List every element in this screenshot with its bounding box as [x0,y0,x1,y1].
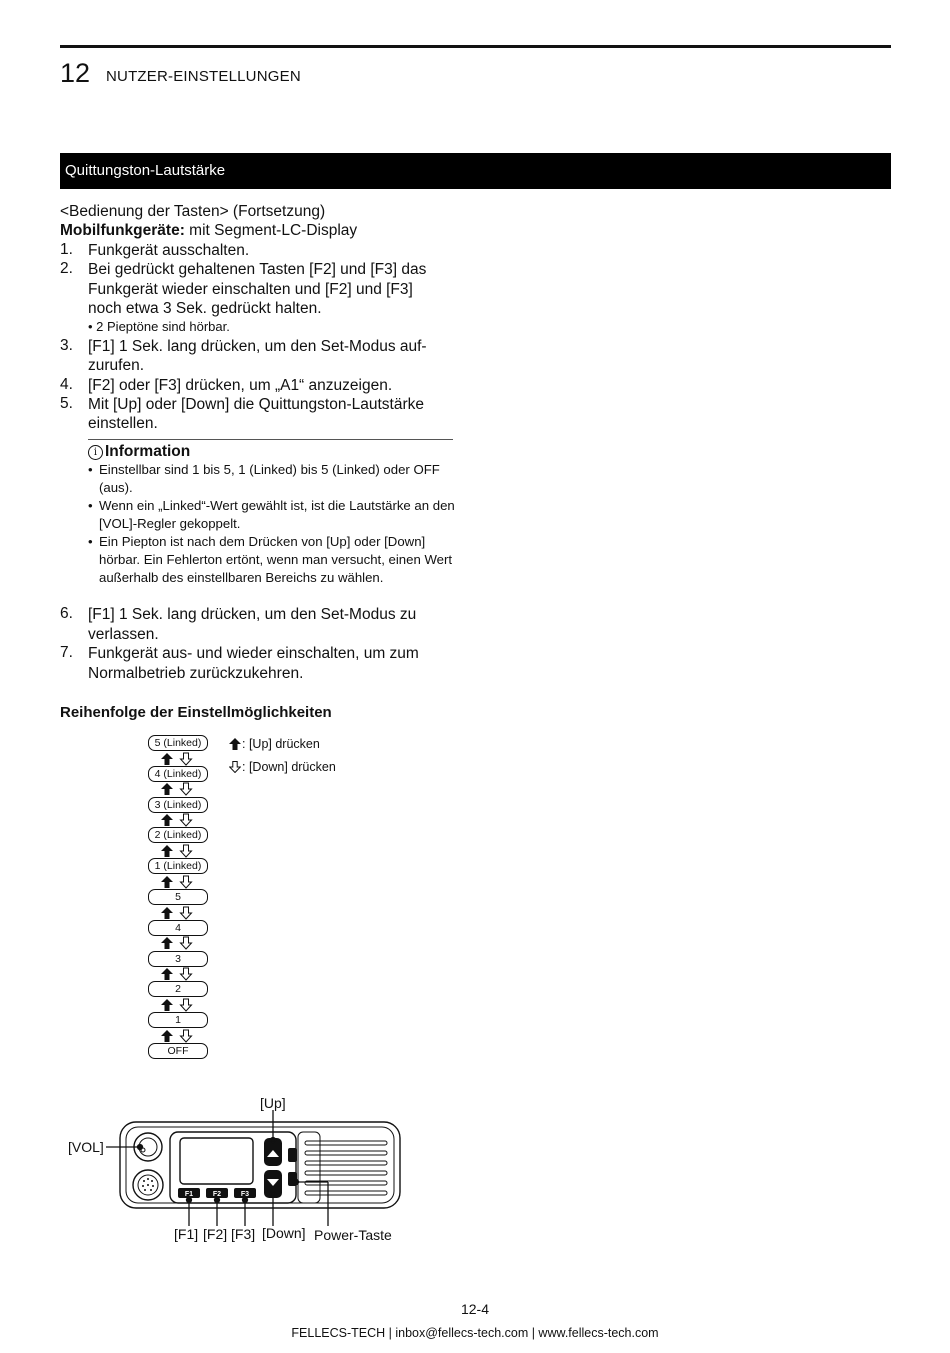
up-arrow-icon [161,814,173,826]
down-arrow-icon [181,1030,192,1042]
step-text: Bei gedrückt gehaltenen Tasten [F2] und [F3] das [88,261,427,278]
sequence-value: 5 (Linked) [148,735,208,751]
sequence-arrows [161,782,195,798]
section-title: Quittungston-Lautstärke [60,153,891,189]
step-number: 4. [60,376,73,393]
step-text: einstellen. [88,415,158,432]
label-f2: [F2] [203,1226,228,1242]
label-down: [Down] [262,1225,306,1241]
sequence-value: 1 [148,1012,208,1028]
step-number: 3. [60,337,73,354]
step-number: 1. [60,241,73,258]
step-text: [F1] 1 Sek. lang drücken, um den Set-Modus auf- [88,338,427,355]
down-arrow-icon [181,968,192,980]
label-f1: [F1] [174,1226,199,1242]
down-arrow-icon [181,937,192,949]
info-circle-icon: i [88,445,103,460]
sequence-value: 1 (Linked) [148,858,208,874]
key-f2: F2 [212,1191,222,1198]
step-text: [F1] 1 Sek. lang drücken, um den Set-Modus zu [88,606,417,623]
up-arrow-icon [161,783,173,795]
info-item: • Wenn ein „Linked“-Wert gewählt ist, ist die Lautstärke an den [VOL]-Regler gekoppelt. [88,498,455,531]
up-arrow-icon [161,1030,173,1042]
step-text: [F2] oder [F3] drücken, um „A1“ anzuzeigen. [88,377,393,394]
up-arrow-icon [161,845,173,857]
down-arrow-icon [181,845,192,857]
step-note: • 2 Pieptöne sind hörbar. [88,319,230,334]
key-f1: F1 [184,1191,194,1198]
chapter-title: NUTZER-EINSTELLUNGEN [106,68,301,85]
sequence-value: 2 (Linked) [148,827,208,843]
sequence-value: 3 (Linked) [148,797,208,813]
device-line [60,221,357,241]
step-text: verlassen. [88,626,159,643]
sequence-value: 4 (Linked) [148,766,208,782]
up-arrow-icon [161,907,173,919]
sequence-arrows [161,936,195,952]
down-arrow-icon [229,761,241,773]
chapter-number: 12 [60,58,91,88]
step-text: Funkgerät ausschalten. [88,242,250,259]
sequence-value: 4 [148,920,208,936]
footer-contact: FELLECS-TECH | inbox@fellecs-tech.com | www.fellecs-tech.com [291,1326,659,1340]
step-text: Normalbetrieb zurückzukehren. [88,665,304,682]
step-text: zurufen. [88,357,145,374]
up-arrow-icon [161,876,173,888]
step-number: 6. [60,605,73,622]
step-text: noch etwa 3 Sek. gedrückt halten. [88,300,322,317]
top-rule [60,45,891,48]
device-value: mit Segment-LC-Display [184,222,358,239]
up-arrow-icon [229,738,241,750]
down-arrow-icon [181,999,192,1011]
device-label: Mobilfunkgeräte: [60,222,185,239]
legend-up: : [Up] drücken [229,737,320,751]
up-arrow-icon [161,999,173,1011]
sequence-value: 3 [148,951,208,967]
step-number: 7. [60,644,73,661]
down-arrow-icon [181,783,192,795]
down-arrow-icon [181,753,192,765]
down-arrow-icon [181,876,192,888]
sequence-title: Reihenfolge der Einstellmöglichkeiten [60,704,332,721]
down-arrow-icon [181,907,192,919]
label-f3: [F3] [231,1226,256,1242]
up-arrow-icon [161,937,173,949]
key-f3: F3 [240,1191,250,1198]
down-arrow-icon [181,814,192,826]
up-arrow-icon [161,968,173,980]
intro-line: <Bedienung der Tasten> (Fortsetzung) [60,203,326,220]
info-heading [88,443,190,461]
info-rule [88,439,453,440]
info-item: • Ein Piepton ist nach dem Drücken von [Up] oder [Down] hörbar. Ein Fehlerton ertönt, wenn man versucht, einen Wert außerhalb des einstellbaren Bereichs zu wählen. [88,534,453,585]
step-number: 5. [60,395,73,412]
step-text: Funkgerät wieder einschalten und [F2] und [F3] [88,281,413,298]
up-arrow-icon [161,753,173,765]
page-number: 12-4 [460,1301,490,1317]
step-text: Funkgerät aus- und wieder einschalten, um zum [88,645,419,662]
info-title: Information [105,443,191,460]
step-text: Mit [Up] oder [Down] die Quittungston-Lautstärke [88,396,424,413]
info-item: • Einstellbar sind 1 bis 5, 1 (Linked) bis 5 (Linked) oder OFF (aus). [88,462,440,495]
step-number: 2. [60,260,73,277]
label-vol: [VOL] [68,1139,104,1155]
legend-down: : [Down] drücken [229,760,336,774]
label-power: Power-Taste [314,1227,392,1243]
sequence-value: 2 [148,981,208,997]
label-up: [Up] [260,1095,286,1111]
sequence-value: OFF [148,1043,208,1059]
sequence-value: 5 [148,889,208,905]
